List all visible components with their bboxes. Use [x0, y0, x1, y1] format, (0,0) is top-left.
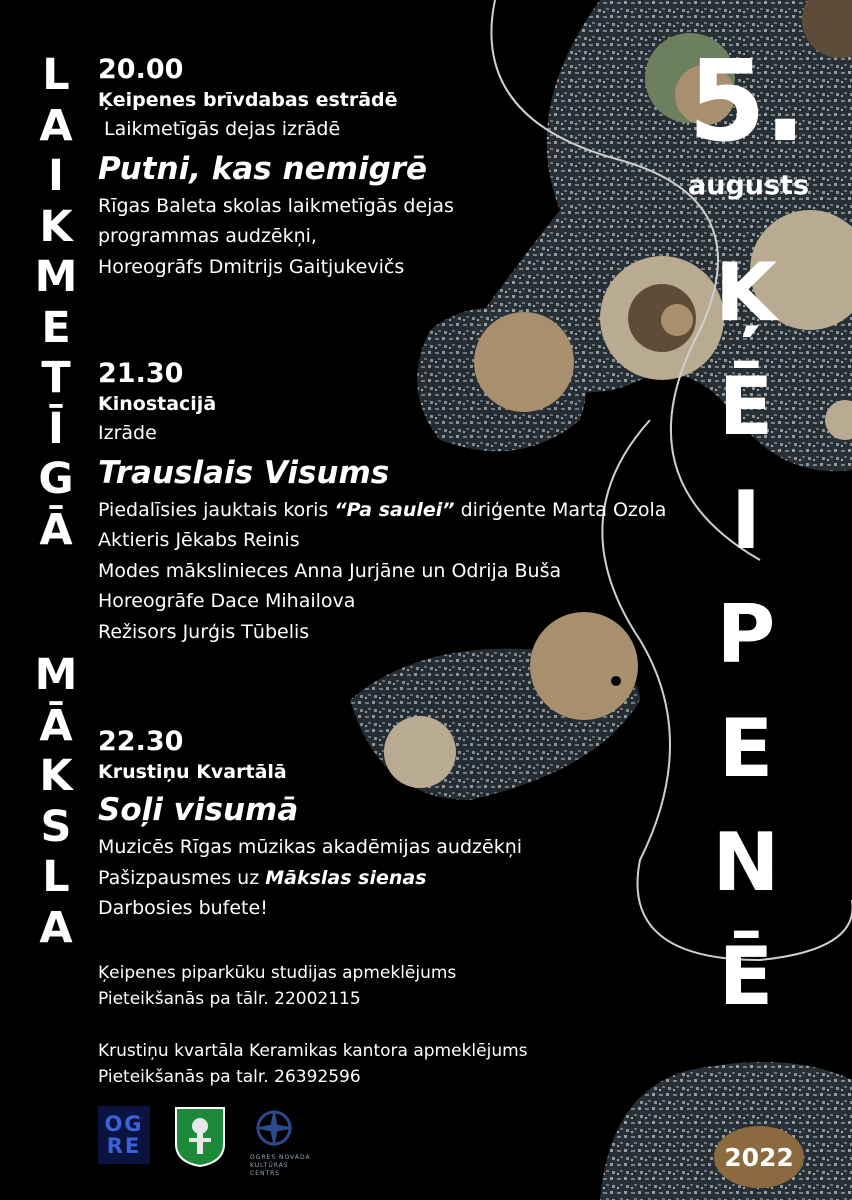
choir-prefix: Piedalīsies jauktais koris	[98, 498, 335, 521]
event-venue: Ķeipenes brīvdabas estrādē	[98, 89, 398, 111]
note-block-2	[98, 1038, 718, 1090]
title-letter: K	[39, 751, 73, 801]
title-letter: L	[42, 50, 70, 100]
title-letter: Ī	[48, 403, 64, 454]
event-line: Darbosies bufete!	[98, 897, 268, 919]
note-phone: Pieteikšanās pa tālr. 22002115	[98, 989, 361, 1009]
event-line: programmas audzēkņi,	[98, 225, 317, 247]
event-title: Trauslais Visums	[98, 454, 390, 491]
place-letter: I	[731, 474, 761, 567]
place-letter: N	[712, 816, 780, 909]
event-venue: Kinostacijā	[98, 393, 217, 415]
event-time: 20.00	[98, 54, 184, 85]
title-letter: Ā	[39, 700, 73, 751]
vertical-title	[26, 50, 86, 953]
event-line: Horeogrāfe Dace Mihailova	[98, 590, 356, 612]
event-line: Rīgas Baleta skolas laikmetīgās dejas	[98, 194, 454, 217]
year-badge: 2022	[714, 1126, 804, 1188]
title-letter: I	[48, 151, 64, 201]
title-letter: L	[42, 852, 70, 902]
event-line: Modes mākslinieces Anna Jurjāne un Odrija Buša	[98, 559, 562, 582]
culture-center-logo	[250, 1106, 320, 1177]
title-letter: A	[39, 902, 73, 953]
note-block-1	[98, 960, 718, 1012]
title-letter: K	[39, 201, 73, 252]
circle-ring-dot	[661, 304, 693, 336]
event-title: Soļi visumā	[98, 792, 299, 828]
place-letter: Ķ	[715, 246, 777, 339]
event-block-1	[98, 54, 718, 282]
place-letter: Ē	[718, 930, 774, 1023]
ogre-logo-bottom: RE	[106, 1134, 142, 1158]
compass-icon	[250, 1106, 310, 1150]
coat-of-arms-icon	[174, 1106, 226, 1168]
title-letter: M	[34, 650, 78, 700]
event-line: Aktieris Jēkabs Reinis	[98, 529, 300, 551]
event-venue: Krustiņu Kvartālā	[98, 761, 287, 783]
event-kind: Izrāde	[98, 422, 157, 444]
choir-line	[98, 495, 718, 526]
event-line: Režisors Jurģis Tūbelis	[98, 620, 310, 643]
title-letter: A	[39, 100, 73, 151]
choir-suffix: diriģente Marta Ozola	[454, 498, 667, 521]
date-day: 5.	[688, 37, 805, 167]
event-line: Horeogrāfs Dmitrijs Gaitjukevičs	[98, 255, 405, 278]
event-time: 22.30	[98, 726, 184, 757]
place-letter: E	[718, 702, 774, 795]
ogre-logo-top: OG	[104, 1112, 144, 1136]
event-block-2	[98, 358, 718, 647]
choir-name: “Pa saulei”	[334, 498, 455, 521]
event-line-mixed	[98, 863, 718, 894]
note-title: Krustiņu kvartāla Keramikas kantora apmeklējums	[98, 1041, 528, 1061]
ogre-logo	[98, 1106, 150, 1164]
culture-center-name-1: OGRES NOVADA	[250, 1154, 311, 1161]
date-month: augusts	[688, 170, 810, 201]
line-bold: Mākslas sienas	[265, 866, 427, 889]
title-letter: G	[38, 454, 74, 504]
title-letter: T	[41, 353, 71, 403]
note-title: Ķeipenes piparkūku studijas apmeklējums	[98, 963, 457, 983]
title-letter: M	[34, 252, 78, 302]
circle-tan-hole	[611, 676, 621, 686]
event-line: Muzicēs Rīgas mūzikas akadēmijas audzēkņi	[98, 836, 523, 858]
title-letter: E	[41, 302, 71, 353]
event-time: 21.30	[98, 358, 184, 389]
event-title: Putni, kas nemigrē	[98, 150, 428, 187]
culture-center-name-2: KULTŪRAS CENTRS	[250, 1162, 289, 1177]
line-prefix: Pašizpausmes uz	[98, 866, 266, 889]
place-letter: P	[716, 588, 776, 681]
title-letter: Ā	[39, 504, 73, 555]
note-phone: Pieteikšanās pa talr. 26392596	[98, 1067, 361, 1087]
place-letter: Ē	[718, 360, 774, 453]
logo-row	[98, 1106, 320, 1177]
event-block-3	[98, 726, 718, 924]
title-letter: S	[40, 801, 72, 852]
event-kind: Laikmetīgās dejas izrādē	[98, 118, 341, 140]
